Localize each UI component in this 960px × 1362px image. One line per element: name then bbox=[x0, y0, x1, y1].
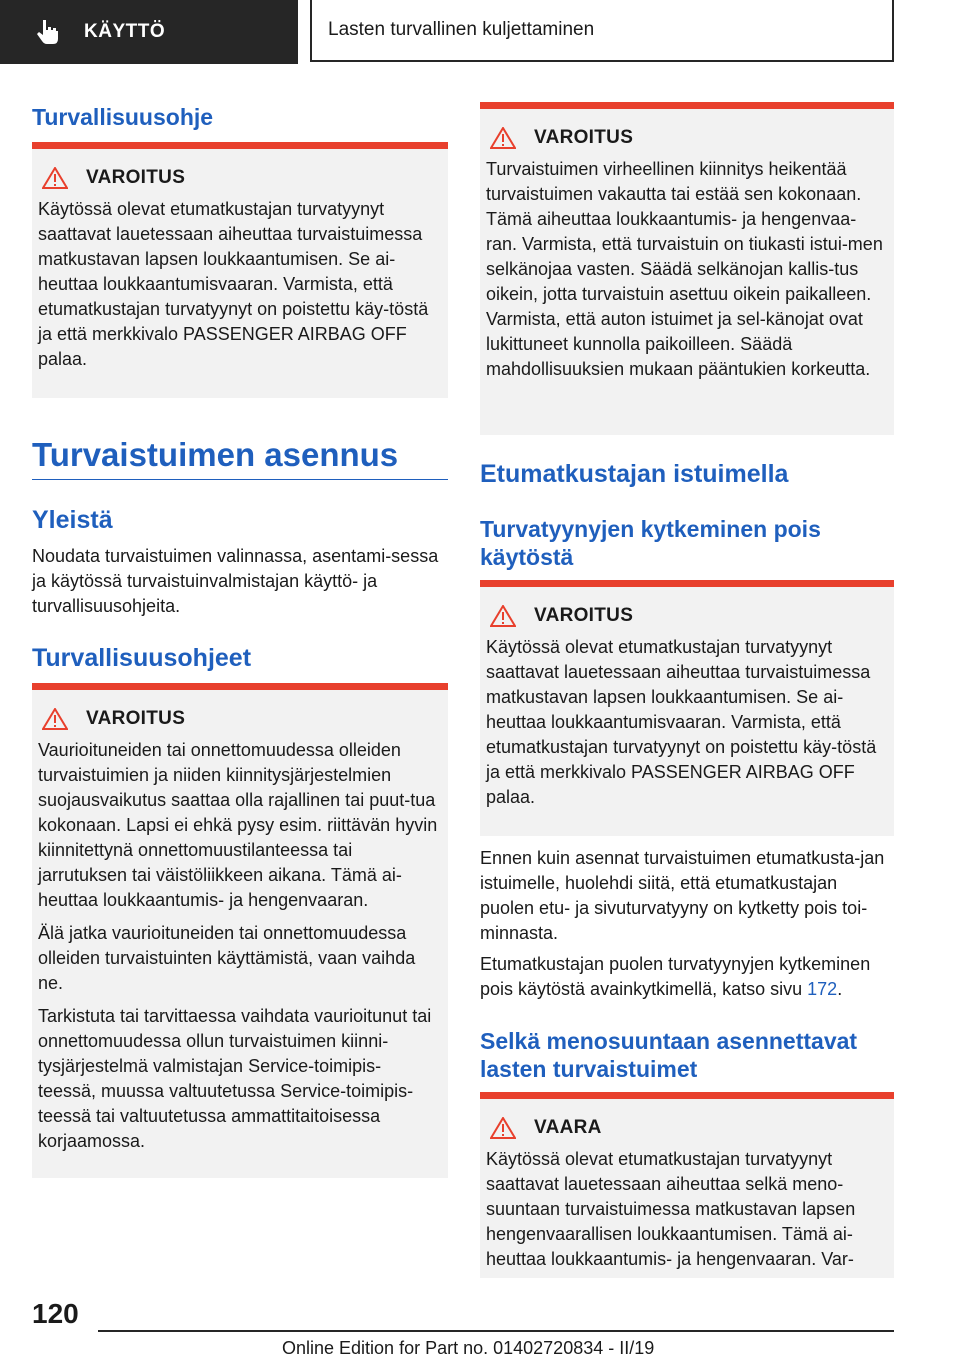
warning-title: VAROITUS bbox=[86, 167, 186, 188]
warning-box-airbag-passenger bbox=[480, 580, 894, 836]
warning-box-fastening bbox=[480, 102, 894, 435]
section-tab bbox=[0, 0, 298, 64]
danger-box-rear-facing bbox=[480, 1092, 894, 1278]
section-label: KÄYTTÖ bbox=[84, 21, 166, 42]
heading-turvatyynyjen-kytkeminen: Turvatyynyjen kytkeminen pois käytöstä bbox=[480, 516, 821, 570]
heading-turvallisuusohjeet: Turvallisuusohjeet bbox=[32, 644, 252, 672]
warning-box-airbag bbox=[32, 142, 448, 398]
hand-pointer-icon bbox=[34, 17, 64, 47]
warning-text-1: Vaurioituneiden tai onnettomuudessa olleiden turvaistuimien ja niiden kiinnitysjärjestelmien suojausvaikutus saattaa olla rajallinen tai puut-tua kokonaan. Lapsi ei ehkä pysy esim. riittävän hyvin kiinnitettynä onnettomuustilanteessa tai jarrutuksen tai väistöliikkeen aikana. Tämä ai-heuttaa loukkaantumis- ja hengenvaaran. bbox=[38, 740, 438, 910]
chapter-title: Lasten turvallinen kuljettaminen bbox=[328, 19, 595, 40]
warning-text: Turvaistuimen virheellinen kiinnitys heikentää turvaistuimen vakautta tai estää sen kokonaan. Tämä aiheuttaa loukkaantumis- ja hengenvaa-ran. Varmista, että turvaistuin on tiukasti istui-men selkänojaa vasten. Säädä selkänojan kallis-tus oikein, jotta turvaistuin asettuu oikein paikalleen. Varmista, että auton istuimet ja sel-känojat ovat lukittuneet kunnolla paikoilleen. Säädä mahdollisuuksien mukaan pääntukien korkeutta. bbox=[486, 159, 883, 379]
chapter-header bbox=[310, 0, 894, 62]
warning-title: VAROITUS bbox=[534, 605, 634, 626]
warning-box-damaged-seats bbox=[32, 683, 448, 1178]
paragraph-ennen: Ennen kuin asennat turvaistuimen etumatkusta-jan istuimelle, huolehdi siitä, että etumatkustajan puolen etu- ja sivuturvatyyny on kytketty pois toi-minnasta. bbox=[480, 848, 885, 943]
warning-text-2: Älä jatka vaurioituneiden tai onnettomuudessa olleiden turvaistuinten käyttämistä, vaan vaihda ne. bbox=[38, 923, 416, 993]
danger-title: VAARA bbox=[534, 1117, 602, 1138]
heading-etumatkustajan-istuimella: Etumatkustajan istuimella bbox=[480, 460, 789, 488]
warning-text: Käytössä olevat etumatkustajan turvatyynyt saattavat lauetessaan aiheuttaa turvaistuimessa matkustavan lapsen loukkaantumisen. Se ai-heuttaa loukkaantumisvaaran. Varmista, että etumatkustajan turvatyynyt on poistettu käy-töstä ja että merkkivalo PASSENGER AIRBAG OFF palaa. bbox=[486, 637, 877, 807]
warning-text-3: Tarkistuta tai tarvittaessa vaihdata vaurioitunut tai onnettomuudessa ollun turvaistuimen kiinni-tysjärjestelmä valmistajan Service-toimipis-teessä, muussa valtuutetussa Service-toimipis-teessä tai valtuutetussa ammattitaitoisessa korjaamossa. bbox=[38, 1006, 432, 1151]
warning-title: VAROITUS bbox=[534, 127, 634, 148]
warning-triangle-icon bbox=[490, 1117, 516, 1139]
page-number: 120 bbox=[32, 1298, 79, 1329]
heading-rule bbox=[32, 479, 448, 480]
warning-triangle-icon bbox=[42, 708, 68, 730]
heading-selka-menosuuntaan: Selkä menosuuntaan asennettavat lasten turvaistuimet bbox=[480, 1028, 858, 1082]
warning-triangle-icon bbox=[42, 167, 68, 189]
paragraph-avainkytkin: Etumatkustajan puolen turvatyynyjen kytkeminen pois käytöstä avainkytkimellä, katso sivu 172. bbox=[480, 954, 871, 999]
heading-yleista: Yleistä bbox=[32, 506, 113, 534]
edition-note: Online Edition for Part no. 01402720834 - II/19 bbox=[282, 1338, 655, 1358]
paragraph-yleista: Noudata turvaistuimen valinnassa, asentami-sessa ja käytössä turvaistuinvalmistajan käyttö- ja turvallisuusohjeita. bbox=[32, 546, 439, 616]
warning-triangle-icon bbox=[490, 127, 516, 149]
warning-triangle-icon bbox=[490, 605, 516, 627]
page-reference-link[interactable]: 172 bbox=[807, 979, 838, 999]
warning-title: VAROITUS bbox=[86, 708, 186, 729]
warning-text: Käytössä olevat etumatkustajan turvatyynyt saattavat lauetessaan aiheuttaa turvaistuimessa matkustavan lapsen loukkaantumisen. Se ai-heuttaa loukkaantumisvaaran. Varmista, että etumatkustajan turvatyynyt on poistettu käy-töstä ja että merkkivalo PASSENGER AIRBAG OFF palaa. bbox=[38, 199, 429, 369]
footer-rule bbox=[98, 1330, 894, 1332]
danger-text: Käytössä olevat etumatkustajan turvatyynyt saattavat lauetessaan aiheuttaa selkä meno-suuntaan turvaistuimessa matkustavan lapsen hengenvaarallisen loukkaantumisen. Tämä ai-heuttaa loukkaantumis- ja hengenvaaran. Var- bbox=[486, 1149, 856, 1269]
heading-turvallisuusohje: Turvallisuusohje bbox=[32, 104, 214, 130]
heading-turvaistuimen-asennus: Turvaistuimen asennus bbox=[32, 436, 399, 473]
